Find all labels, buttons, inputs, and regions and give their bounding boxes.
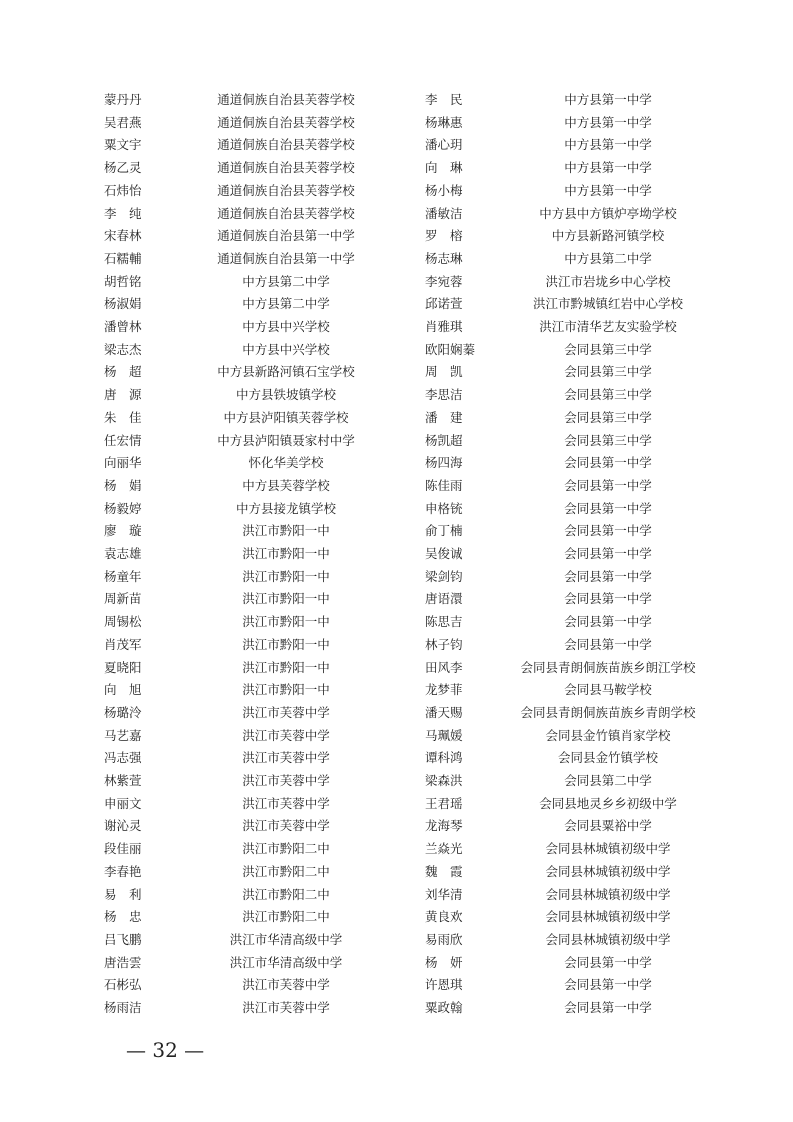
table-row [0,338,793,361]
table-row [0,928,793,951]
right-name: 邱诺萱 [425,296,463,312]
right-school: 会同县第一中学 [564,568,652,584]
left-school: 通道侗族自治县芙蓉学校 [217,205,355,221]
right-name: 兰焱光 [425,841,463,857]
table-row [0,724,793,747]
right-name: 潘 建 [425,409,463,425]
table-row [0,88,793,111]
left-school: 洪江市黔阳一中 [242,682,330,698]
right-school: 会同县第一中学 [564,636,652,652]
right-name: 刘华清 [425,886,463,902]
table-row [0,519,793,542]
left-name: 石炜怡 [104,182,142,198]
left-name: 肖茂军 [104,636,142,652]
right-school: 会同县粟裕中学 [564,818,652,834]
left-school: 通道侗族自治县芙蓉学校 [217,137,355,153]
right-name: 杨小梅 [425,182,463,198]
right-school: 会同县第一中学 [564,477,652,493]
left-school: 洪江市黔阳一中 [242,591,330,607]
table-row [0,587,793,610]
right-name: 吴俊诚 [425,546,463,561]
left-name: 向丽华 [104,455,142,471]
table-row [0,769,793,792]
right-name: 梁剑钧 [425,568,463,584]
right-school: 会同县第一中学 [564,455,652,471]
table-row [0,179,793,202]
right-school: 中方县第一中学 [564,92,652,107]
table-row [0,951,793,974]
right-name: 梁森洪 [425,773,463,788]
left-name: 宋春林 [104,228,142,244]
left-school: 怀化华美学校 [248,455,324,471]
right-name: 陈思吉 [425,614,463,630]
left-name: 蒙丹丹 [104,92,142,107]
table-row [0,406,793,429]
right-school: 会同县第一中学 [564,977,652,993]
left-name: 石彬弘 [104,977,142,993]
left-name: 林紫萱 [104,773,142,788]
left-school: 洪江市黔阳二中 [242,841,330,857]
left-name: 袁志雄 [104,546,142,561]
left-school: 中方县芙蓉学校 [242,477,330,493]
right-school: 会同县第一中学 [564,614,652,630]
left-name: 唐 源 [104,387,142,403]
left-school: 洪江市黔阳一中 [242,636,330,652]
left-school: 洪江市芙蓉中学 [242,704,330,720]
table-row [0,429,793,452]
right-school: 会同县林城镇初级中学 [545,863,671,879]
left-school: 中方县第二中学 [242,273,330,289]
left-school: 通道侗族自治县芙蓉学校 [217,160,355,176]
left-school: 洪江市芙蓉中学 [242,818,330,834]
table-row [0,111,793,134]
left-school: 中方县新路河镇石宝学校 [217,364,355,380]
left-name: 梁志杰 [104,341,142,357]
right-name: 肖雅琪 [425,319,463,334]
left-name: 杨璐泠 [104,704,142,720]
table-row [0,678,793,701]
left-school: 中方县接龙镇学校 [235,500,336,516]
left-name: 杨雨洁 [104,1000,142,1015]
right-name: 杨凯超 [425,432,463,448]
left-name: 夏晓阳 [104,659,142,675]
right-name: 李思洁 [425,387,463,403]
left-school: 洪江市华清高级中学 [229,954,343,970]
table-row [0,224,793,247]
table-row [0,814,793,837]
table-row [0,656,793,679]
left-school: 洪江市芙蓉中学 [242,795,330,811]
left-name: 冯志强 [104,750,142,766]
right-name: 龙海琴 [425,818,463,834]
right-name: 许恩琪 [425,977,463,993]
left-name: 马艺嘉 [104,727,142,743]
right-school: 会同县第三中学 [564,432,652,448]
left-name: 申丽文 [104,795,142,811]
table-row [0,156,793,179]
left-school: 通道侗族自治县芙蓉学校 [217,92,355,107]
left-name: 胡哲铭 [104,273,142,289]
right-school: 会同县第三中学 [564,341,652,357]
table-row [0,746,793,769]
left-name: 廖 璇 [104,523,142,539]
right-name: 向 琳 [425,160,463,176]
right-school: 会同县第一中学 [564,500,652,516]
page-number: — 32 — [126,1038,205,1062]
right-name: 马珮媛 [425,727,463,743]
right-name: 王君瑶 [425,795,463,811]
right-school: 中方县中方镇炉亭坳学校 [539,205,677,221]
roster-table [0,88,793,1018]
left-name: 周新苗 [104,591,142,607]
right-school: 会同县地灵乡乡初级中学 [539,795,677,811]
left-school: 中方县中兴学校 [242,341,330,357]
left-school: 洪江市华清高级中学 [229,931,343,947]
right-name: 申格铳 [425,500,463,516]
left-name: 杨乙灵 [104,160,142,176]
right-school: 会同县第一中学 [564,591,652,607]
right-school: 会同县第一中学 [564,954,652,970]
left-school: 洪江市黔阳二中 [242,886,330,902]
left-school: 中方县泸阳镇芙蓉学校 [223,409,349,425]
right-name: 杨四海 [425,455,463,471]
right-name: 谭科鸿 [425,750,463,766]
left-name: 唐浩雲 [104,954,142,970]
left-name: 粟文宇 [104,137,142,153]
table-row [0,474,793,497]
right-school: 洪江市清华艺友实验学校 [539,319,677,334]
left-school: 洪江市黔阳一中 [242,523,330,539]
left-school: 通道侗族自治县芙蓉学校 [217,114,355,130]
table-row [0,497,793,520]
right-school: 会同县马鞍学校 [564,682,652,698]
right-school: 中方县第一中学 [564,114,652,130]
left-school: 洪江市芙蓉中学 [242,977,330,993]
left-name: 李春艳 [104,863,142,879]
right-school: 会同县金竹镇肖家学校 [545,727,671,743]
table-row [0,883,793,906]
right-name: 潘敏洁 [425,205,463,221]
right-name: 唐语澴 [425,591,463,607]
left-school: 中方县铁坡镇学校 [235,387,336,403]
left-name: 杨童年 [104,568,142,584]
right-name: 黄良欢 [425,909,463,925]
left-school: 洪江市黔阳一中 [242,568,330,584]
right-school: 会同县第三中学 [564,387,652,403]
left-school: 通道侗族自治县第一中学 [217,250,355,266]
right-school: 中方县第一中学 [564,137,652,153]
left-school: 洪江市芙蓉中学 [242,750,330,766]
left-name: 吴君燕 [104,114,142,130]
right-name: 李宛蓉 [425,273,463,289]
right-school: 会同县金竹镇学校 [557,750,658,766]
left-school: 洪江市黔阳一中 [242,614,330,630]
left-name: 任宏情 [104,432,142,448]
right-name: 陈佳雨 [425,477,463,493]
right-school: 会同县林城镇初级中学 [545,909,671,925]
table-row [0,451,793,474]
left-school: 洪江市芙蓉中学 [242,773,330,788]
table-row [0,383,793,406]
right-school: 洪江市岩垅乡中心学校 [545,273,671,289]
left-name: 石糯輔 [104,250,142,266]
right-name: 周 凯 [425,364,463,380]
left-name: 易 利 [104,886,142,902]
table-row [0,360,793,383]
table-row [0,973,793,996]
left-name: 杨 超 [104,364,142,380]
right-name: 杨 妍 [425,954,463,970]
left-name: 杨 忠 [104,909,142,925]
right-school: 会同县青朗侗族苗族乡朗江学校 [520,659,696,675]
left-name: 朱 佳 [104,409,142,425]
right-name: 粟政翰 [425,1000,463,1015]
right-school: 会同县第一中学 [564,546,652,561]
table-row [0,996,793,1019]
right-name: 龙梦菲 [425,682,463,698]
right-name: 李 民 [425,92,463,107]
right-name: 罗 榕 [425,228,463,244]
right-name: 易雨欣 [425,931,463,947]
table-row [0,270,793,293]
table-row [0,792,793,815]
right-name: 俞丁楠 [425,523,463,539]
left-name: 杨淑娟 [104,296,142,312]
left-school: 通道侗族自治县芙蓉学校 [217,182,355,198]
table-row [0,565,793,588]
left-name: 向 旭 [104,682,142,698]
left-school: 洪江市芙蓉中学 [242,1000,330,1015]
table-row [0,247,793,270]
right-school: 会同县第三中学 [564,364,652,380]
right-school: 中方县新路河镇学校 [551,228,665,244]
table-row [0,542,793,565]
right-name: 魏 霞 [425,863,463,879]
right-school: 会同县第一中学 [564,1000,652,1015]
left-name: 潘曾林 [104,319,142,334]
table-row [0,292,793,315]
left-school: 洪江市黔阳二中 [242,909,330,925]
left-name: 段佳丽 [104,841,142,857]
left-name: 杨 娟 [104,477,142,493]
table-row [0,905,793,928]
right-school: 中方县第一中学 [564,182,652,198]
right-school: 会同县第二中学 [564,773,652,788]
left-school: 中方县泸阳镇聂家村中学 [217,432,355,448]
table-row [0,133,793,156]
right-school: 会同县第三中学 [564,409,652,425]
right-school: 会同县青朗侗族苗族乡青朗学校 [520,704,696,720]
right-name: 杨琳惠 [425,114,463,130]
right-name: 潘心玥 [425,137,463,153]
left-name: 杨毅婷 [104,500,142,516]
right-school: 会同县林城镇初级中学 [545,841,671,857]
right-name: 杨志琳 [425,250,463,266]
left-name: 周锡松 [104,614,142,630]
table-row [0,633,793,656]
right-school: 洪江市黔城镇红岩中心学校 [532,296,683,312]
left-school: 洪江市黔阳二中 [242,863,330,879]
left-name: 李 纯 [104,205,142,221]
right-school: 中方县第一中学 [564,160,652,176]
table-row [0,701,793,724]
left-school: 通道侗族自治县第一中学 [217,228,355,244]
right-name: 欧阳娴蓁 [425,341,476,357]
right-school: 会同县林城镇初级中学 [545,886,671,902]
right-name: 潘天赐 [425,704,463,720]
table-row [0,860,793,883]
right-school: 中方县第二中学 [564,250,652,266]
table-row [0,202,793,225]
left-school: 洪江市芙蓉中学 [242,727,330,743]
right-school: 会同县林城镇初级中学 [545,931,671,947]
left-school: 洪江市黔阳一中 [242,659,330,675]
table-row [0,837,793,860]
right-school: 会同县第一中学 [564,523,652,539]
right-name: 林子钧 [425,636,463,652]
left-school: 中方县中兴学校 [242,319,330,334]
table-row [0,610,793,633]
left-name: 谢沁灵 [104,818,142,834]
left-school: 洪江市黔阳一中 [242,546,330,561]
right-name: 田风李 [425,659,463,675]
table-row [0,315,793,338]
left-name: 吕飞鹏 [104,931,142,947]
left-school: 中方县第二中学 [242,296,330,312]
